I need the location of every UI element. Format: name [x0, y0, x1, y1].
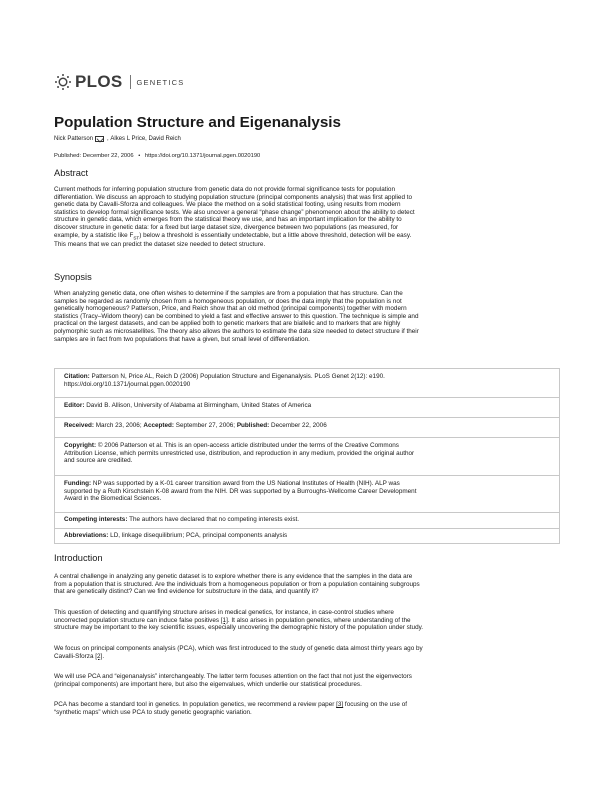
text-fragment: uncorrected population structure can induce false positives [54, 616, 221, 624]
text-fragment: David B. Allison, University of Alabama at Birmingham, United States of America [84, 402, 312, 409]
text-fragment: PCA has become a standard tool in genetics. In population genetics, we recommend a review paper [54, 701, 337, 708]
funding-label: Funding: [64, 480, 92, 487]
citation-label: Citation: [64, 373, 90, 380]
text-fragment: example, by a statistic like F [54, 231, 134, 239]
abbreviations-text [64, 532, 552, 540]
abstract-text [54, 186, 560, 249]
text-line: practical on the largest datasets, and can be applied both to genetic markers that are biallelic and to markers that are highly [54, 320, 401, 328]
text-line [64, 402, 552, 410]
author-name[interactable]: Nick Patterson [54, 136, 94, 142]
text-line: This means that we can predict the dataset size needed to detect structure. [54, 241, 266, 249]
brand-name: PLOS [75, 72, 123, 91]
text-fragment: September 27, 2006; [174, 422, 237, 429]
text-line: genetically homogeneous? Patterson, Price, and Reich show that an old method (principal components) together with modern [54, 305, 407, 313]
citation-text [64, 373, 552, 388]
text-line: polymorphic such as microsatellites. The theory also allows the authors to estimate the data size needed to detect structure if their [54, 327, 419, 335]
author-name[interactable]: Alkes L Price [110, 136, 146, 142]
email-icon[interactable] [95, 136, 104, 142]
introduction-paragraph [54, 609, 560, 632]
reference-link[interactable]: [3] [336, 701, 344, 708]
citation-row [55, 369, 559, 398]
fst-subscript: ST [133, 234, 140, 240]
journal-logo[interactable] [54, 72, 184, 92]
dates-text [64, 422, 552, 430]
text-line: Attribution License, which permits unrestricted use, distribution, and reproduction in any medium, provided the original author [64, 449, 415, 457]
text-line [64, 480, 552, 488]
synopsis-text [54, 290, 560, 343]
text-fragment: Patterson N, Price AL, Reich D (2006) Population Structure and Eigenanalysis. PLoS Genet 2(12): e190. [89, 373, 385, 380]
bullet-separator: • [138, 153, 141, 159]
synopsis-heading: Synopsis [54, 272, 92, 282]
text-line: and source are credited. [64, 457, 133, 465]
text-line: from a population that is structured. Are the individuals from a homogeneous population or from a population containing subgroups [54, 580, 420, 588]
editor-label: Editor: [64, 402, 85, 409]
abstract-heading: Abstract [54, 168, 89, 178]
introduction-paragraph [54, 645, 560, 660]
text-line: A central challenge in analyzing any genetic dataset is to explore whether there is any evidence that the samples in the data are [54, 573, 413, 580]
author-name[interactable]: David Reich [148, 136, 181, 142]
editor-row [55, 398, 559, 418]
text-line: samples be regarded as randomly chosen from a homogeneous population, or does the data imply that the population is not [54, 297, 402, 305]
text-line [54, 617, 560, 625]
introduction-paragraph [54, 673, 560, 688]
text-fragment: LD, linkage disequilibrium; PCA, principal components analysis [108, 532, 288, 539]
text-fragment: March 23, 2006; [93, 422, 144, 429]
journal-name: GENETICS [136, 77, 185, 87]
text-line: genetic data by Cavalli-Sforza and colleagues. We place the method on a solid statistical footing, using results from modern [54, 201, 401, 209]
text-line [54, 232, 560, 242]
text-line: samples are in fact from two populations that have a given, but small level of differentiation. [54, 335, 310, 343]
article-title: Population Structure and Eigenanalysis [54, 114, 341, 131]
text-fragment: focusing on the use of [343, 701, 408, 708]
citation-doi-link[interactable]: https://doi.org/10.1371/journal.pgen.0020190 [64, 380, 191, 388]
received-label: Received: [64, 422, 94, 429]
publication-line [54, 153, 260, 159]
author-separator: , [145, 136, 149, 142]
author-separator: , [107, 136, 111, 142]
text-line: Award in the Biomedical Sciences. [64, 495, 162, 503]
text-line [64, 373, 552, 381]
competing-interests-text [64, 516, 552, 524]
abbreviations-row [55, 529, 559, 544]
accepted-label: Accepted: [143, 422, 175, 429]
introduction-paragraph [54, 701, 560, 716]
text-line: structure in genetic data, which emerges from the statistical theory we use, and has an important implication for the ability to [54, 216, 402, 224]
text-fragment: ) below a threshold is essentially undetectable, but a little above threshold, detection will be easy. [139, 231, 412, 239]
text-line: We will use PCA and “eigenanalysis” interchangeably. The latter term focuses attention on the fact that not just the eigenvectors [54, 673, 412, 680]
competing-interests-row [55, 513, 559, 529]
copyright-text [64, 442, 552, 465]
text-line [64, 532, 552, 540]
doi-link[interactable]: https://doi.org/10.1371/journal.pgen.0020190 [144, 153, 261, 159]
dates-row [55, 418, 559, 438]
funding-text [64, 480, 552, 503]
text-line: We focus on principal components analysis (PCA), which was first introduced to the study of genetic data almost thirty years ago by [54, 645, 423, 652]
text-line [64, 516, 552, 524]
text-line: This question of detecting and quantifying structure arises in medical genetics, for instance, in case-control studies where [54, 609, 394, 616]
text-fragment: . It also arises in population genetics, where understanding of the [227, 616, 411, 624]
text-line: differentiation. We discuss an approach to studying population structure (principal components analysis) that was first applied to [54, 193, 413, 201]
text-line: statistics (Tracy–Widom theory) can be combined to yield a fast and effective answer to this question. The technique is simple and [54, 312, 419, 320]
text-fragment: The authors have declared that no competing interests exist. [127, 516, 300, 523]
text-line: “synthetic maps” which use PCA to study genetic geographic variation. [54, 708, 252, 716]
reference-link[interactable]: [2] [95, 652, 103, 660]
text-line [54, 653, 560, 661]
text-fragment: NP was supported by a K-01 career transition award from the US National Institutes of Health (NIH). ALP was [91, 480, 400, 487]
introduction-heading: Introduction [54, 553, 103, 563]
text-line: (principal components) are important here, but also the eigenvalues, which underlie our statistical procedures. [54, 680, 362, 688]
text-line [64, 442, 552, 450]
abbreviations-label: Abbreviations: [64, 532, 109, 539]
author-list [54, 136, 181, 142]
funding-row [55, 476, 559, 513]
competing-interests-label: Competing interests: [64, 516, 128, 523]
reference-link[interactable]: [1] [220, 616, 228, 624]
editor-text [64, 402, 552, 410]
text-line: discover structure in genetic data: for a fixed but large dataset size, divergence between two populations (as measured, for [54, 223, 399, 231]
text-fragment: Cavalli-Sforza [54, 652, 96, 660]
logo-divider [130, 75, 131, 89]
text-line: Current methods for inferring population structure from genetic data do not provide formal significance tests for population [54, 186, 395, 193]
article-info-box [54, 368, 560, 544]
text-line [54, 701, 560, 709]
text-fragment: . [102, 652, 105, 660]
copyright-label: Copyright: [64, 442, 97, 449]
published-date: Published: December 22, 2006 [54, 153, 134, 159]
text-line: that are genetically distinct? Can we find evidence for substructure in the data, and quantify it? [54, 588, 319, 596]
text-line: supported by a Ruth Kirschstein K-08 award from the NIH. DR was supported by a Burroughs-Wellcome Career Development [64, 487, 417, 495]
text-line: statistics to develop formal significance tests. We also uncover a general “phase change” phenomenon about the ability to detect [54, 208, 415, 216]
plos-logo-icon [54, 73, 72, 91]
published-label: Published: [236, 422, 270, 429]
text-fragment: © 2006 Patterson et al. This is an open-access article distributed under the terms of the Creative Commons [96, 442, 399, 449]
text-fragment: December 22, 2006 [269, 422, 327, 429]
text-line: structure may be important to the key scientific issues, especially uncovering the demographic history of the population under study. [54, 624, 424, 632]
text-line: When analyzing genetic data, one often wishes to determine if the samples are from a population that has structure. Can the [54, 290, 403, 297]
text-line [64, 422, 552, 430]
copyright-row [55, 438, 559, 476]
introduction-paragraph [54, 573, 560, 596]
